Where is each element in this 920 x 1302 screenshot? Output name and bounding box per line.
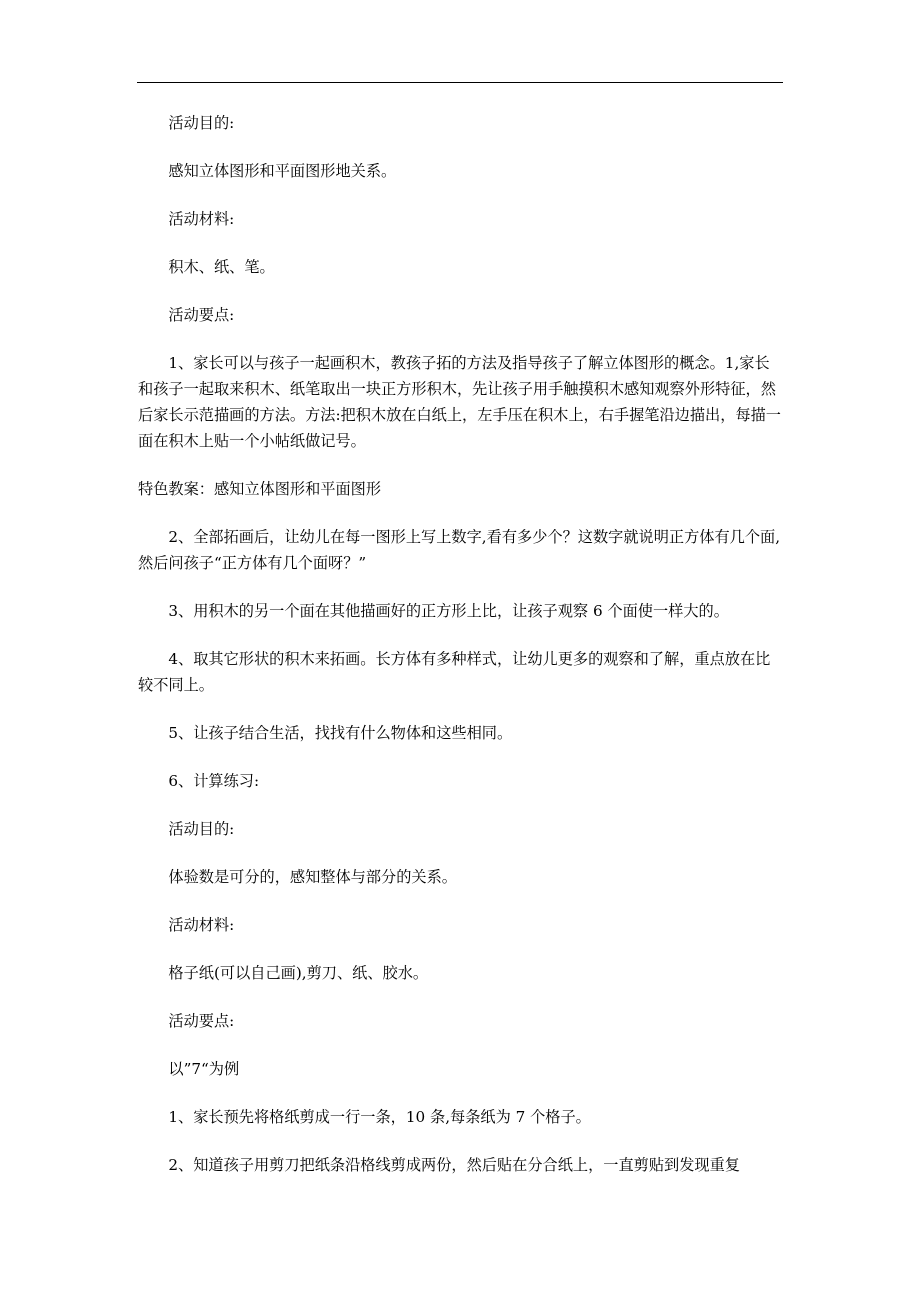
paragraph: 积木、纸、笔。 [168, 258, 275, 276]
paragraph: 3、用积木的另一个面在其他描画好的正方形上比，让孩子观察 6 个面使一样大的。 [168, 602, 729, 620]
paragraph: 活动目的: [168, 114, 235, 132]
paragraph: 体验数是可分的，感知整体与部分的关系。 [168, 868, 457, 886]
paragraph: 1、家长可以与孩子一起画积木，教孩子拓的方法及指导孩子了解立体图形的概念。1,家长和孩子一起取来积木、纸笔取出一块正方形积木，先让孩子用手触摸积木感知观察外形特征，然后家长示范描画的方法。方法:把积木放在白纸上，左手压在积木上，右手握笔沿边描出，每描一面在积木上贴一个小帖纸做记号。 [138, 354, 781, 450]
paragraph: 1、家长预先将格纸剪成一行一条，10 条,每条纸为 7 个格子。 [168, 1108, 591, 1126]
paragraph: 2、知道孩子用剪刀把纸条沿格线剪成两份，然后贴在分合纸上，一直剪贴到发现重复 [168, 1156, 740, 1174]
paragraph: 特色教案：感知立体图形和平面图形 [138, 480, 381, 498]
paragraph: 感知立体图形和平面图形地关系。 [168, 162, 397, 180]
paragraph: 4、取其它形状的积木来拓画。长方体有多种样式，让幼儿更多的观察和了解，重点放在比较不同上。 [138, 650, 771, 694]
paragraph: 5、让孩子结合生活，找找有什么物体和这些相同。 [168, 724, 513, 742]
paragraph: 以”7“为例 [168, 1060, 240, 1078]
paragraph: 格子纸(可以自己画),剪刀、纸、胶水。 [168, 964, 429, 982]
paragraph: 活动材料: [168, 210, 235, 228]
document-body [138, 110, 784, 1178]
paragraph: 6、计算练习: [168, 772, 260, 790]
paragraph: 2、全部拓画后，让幼儿在每一图形上写上数字,看有多少个？这数字就说明正方体有几个面,然后问孩子“正方体有几个面呀？” [138, 528, 781, 572]
header-rule [137, 82, 783, 83]
paragraph: 活动要点: [168, 306, 235, 324]
paragraph: 活动材料: [168, 916, 235, 934]
paragraph: 活动目的: [168, 820, 235, 838]
paragraph: 活动要点: [168, 1012, 235, 1030]
